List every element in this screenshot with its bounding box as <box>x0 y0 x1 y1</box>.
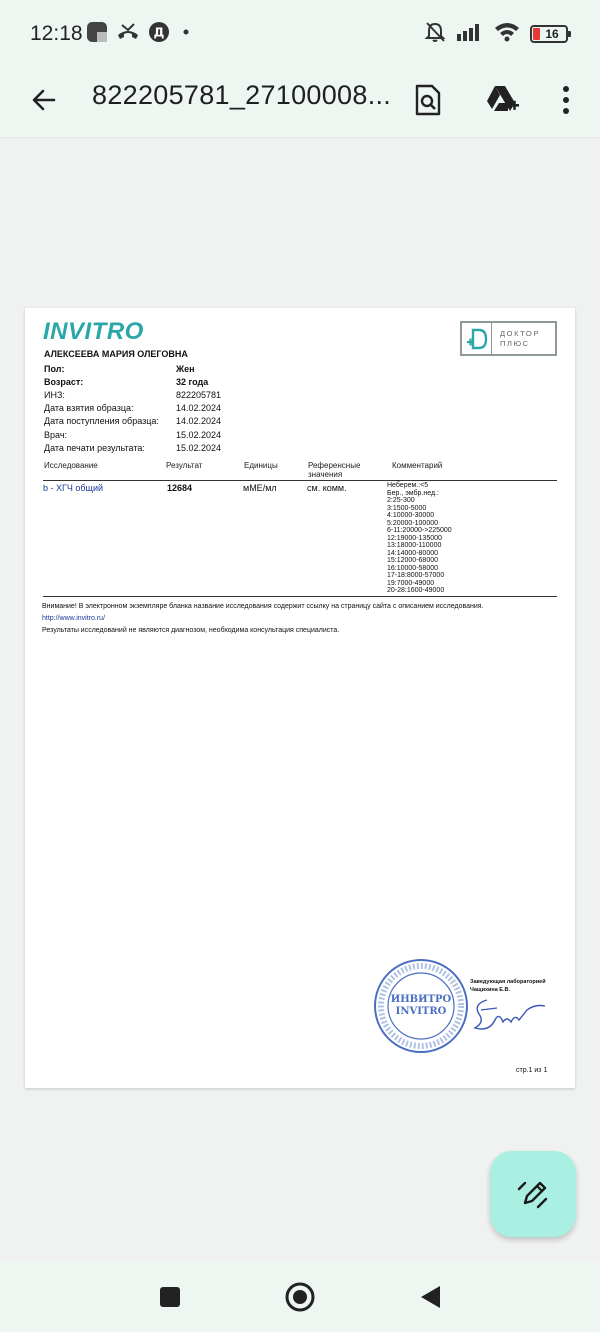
status-time: 12:18 <box>30 22 83 45</box>
comment-line: 12:19000-135000 <box>387 534 442 542</box>
reference-comment-list <box>387 482 452 595</box>
back-arrow-button[interactable] <box>24 80 64 120</box>
recents-button[interactable] <box>150 1277 190 1317</box>
pdf-viewer[interactable] <box>0 138 600 1262</box>
test-result-value: 12684 <box>167 483 193 493</box>
edit-fab-button[interactable] <box>490 1151 576 1237</box>
table-header-divider <box>43 480 557 481</box>
google-drive-add-icon <box>484 84 520 116</box>
signature-icon <box>469 992 549 1034</box>
info-row-sample-date: Дата взятия образца: 14.02.2024 <box>44 403 222 414</box>
info-row-print-date: Дата печати результата: 15.02.2024 <box>44 442 222 453</box>
status-bar <box>0 0 600 66</box>
svg-text:ИНВИТРО: ИНВИТРО <box>390 994 452 1005</box>
battery-icon: 16 <box>530 25 568 43</box>
test-units: мМЕ/мл <box>243 483 277 493</box>
doctor-plus-logo <box>460 321 557 356</box>
warning-note: Внимание! В электронном экземпляре бланка название исследования содержит ссылку на страницу сайта с описанием исследования. <box>42 603 484 610</box>
info-row-receipt-date: Дата поступления образца: 14.02.2024 <box>44 416 222 427</box>
doctor-plus-mark-icon <box>462 323 492 354</box>
header-comment: Комментарий <box>392 461 443 470</box>
navigation-bar <box>0 1262 600 1332</box>
header-units: Единицы <box>244 461 278 470</box>
comment-line: 2:25-300 <box>387 497 415 504</box>
signal-icon <box>456 22 484 47</box>
mute-icon <box>424 21 446 48</box>
table-bottom-divider <box>43 596 557 597</box>
comment-line: 4:10000-30000 <box>387 512 435 519</box>
missed-call-icon <box>116 21 140 48</box>
search-document-button[interactable] <box>404 76 452 124</box>
disclaimer-note: Результаты исследований не являются диагнозом, необходима консультация специалиста. <box>42 627 340 634</box>
doctor-plus-text: ДОКТОР ПЛЮС <box>500 328 540 348</box>
back-button[interactable] <box>410 1277 450 1317</box>
info-row-doctor: Врач: 15.02.2024 <box>44 429 222 440</box>
wifi-icon <box>494 22 520 47</box>
more-options-button[interactable] <box>542 76 590 124</box>
app-notification-icon <box>86 21 108 48</box>
test-reference: см. комм. <box>307 483 347 493</box>
comment-line: 3:1500-5000 <box>387 504 427 512</box>
status-left-icons <box>86 22 194 46</box>
comment-line: 19:7000-49000 <box>387 579 435 587</box>
info-row-sex: Пол: Жен <box>44 363 195 374</box>
back-arrow-icon <box>30 86 58 114</box>
pdf-page <box>25 308 575 1088</box>
comment-line: 13:18000-110000 <box>387 542 442 549</box>
comment-line: 6-11:20000->225000 <box>387 527 452 534</box>
home-circle-icon <box>284 1281 316 1313</box>
document-title: 822205781_27100008... <box>92 80 392 110</box>
home-button[interactable] <box>280 1277 320 1317</box>
comment-line: 20-28:1600-49000 <box>387 587 445 594</box>
comment-line: 15:12000-68000 <box>387 557 438 564</box>
google-drive-add-button[interactable] <box>478 76 526 124</box>
patient-name: АЛЕКСЕЕВА МАРИЯ ОЛЕГОВНА <box>44 349 188 359</box>
status-right-icons <box>424 22 568 46</box>
invitro-logo: INVITRO <box>43 318 144 345</box>
edit-pen-icon <box>516 1177 550 1211</box>
head-of-lab: Заведующая лабораторией Чащихина Е.В. <box>470 979 546 993</box>
lab-stamp-icon <box>373 958 469 1054</box>
d-badge-icon <box>148 21 170 48</box>
comment-line: 5:20000-100000 <box>387 519 438 527</box>
comment-line: 14:14000-80000 <box>387 549 438 557</box>
header-result: Результат <box>166 461 203 470</box>
patient-info <box>44 362 344 454</box>
svg-text:Д: Д <box>153 25 165 39</box>
invitro-site-link[interactable]: http://www.invitro.ru/ <box>42 615 106 622</box>
info-row-age: Возраст: 32 года <box>44 376 209 387</box>
header-reference: Референсные значения <box>308 461 361 479</box>
header-test: Исследование <box>44 461 98 470</box>
search-document-icon <box>414 84 442 116</box>
page-number: стр.1 из 1 <box>516 1067 548 1074</box>
recents-square-icon <box>158 1285 182 1309</box>
dot-icon <box>178 21 194 48</box>
more-vert-icon <box>561 85 571 115</box>
comment-line: Неберем.:<5 <box>387 482 429 489</box>
test-name-link[interactable]: b - ХГЧ общий <box>43 483 103 493</box>
comment-line: 17-18:8000-57000 <box>387 572 445 579</box>
comment-line: Бер., эмбр.нед.: <box>387 489 439 497</box>
back-triangle-icon <box>418 1284 442 1310</box>
comment-line: 16:10000-58000 <box>387 564 438 572</box>
info-row-inz: ИНЗ: 822205781 <box>44 389 222 400</box>
svg-text:INVITRO: INVITRO <box>395 1006 447 1017</box>
app-bar <box>0 66 600 138</box>
